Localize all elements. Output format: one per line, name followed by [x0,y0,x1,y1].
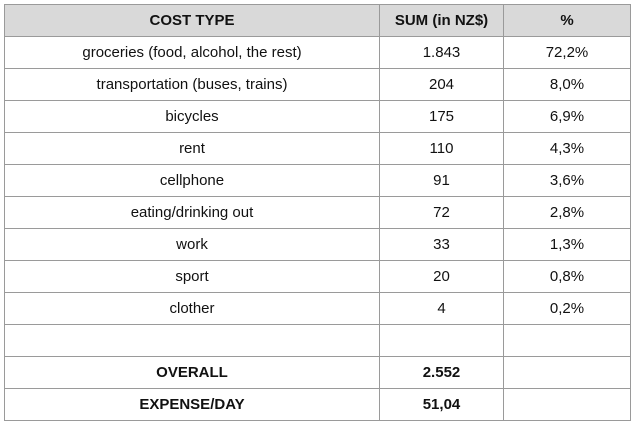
percent-cell: 0,2% [504,293,631,325]
cost-type-cell: sport [5,261,380,293]
empty-cell [504,325,631,357]
percent-cell: 0,8% [504,261,631,293]
header-row [5,5,631,37]
table-row [5,165,631,197]
cost-type-cell: bicycles [5,101,380,133]
empty-cell [380,325,504,357]
expense-per-day-sum: 51,04 [380,389,504,421]
overall-percent [504,357,631,389]
expense-per-day-row [5,389,631,421]
sum-cell: 4 [380,293,504,325]
table-row [5,37,631,69]
table-row [5,229,631,261]
percent-cell: 4,3% [504,133,631,165]
percent-cell: 6,9% [504,101,631,133]
cost-type-cell: clother [5,293,380,325]
sum-cell: 204 [380,69,504,101]
table-row [5,69,631,101]
header-cost-type: COST TYPE [5,5,380,37]
header-percent: % [504,5,631,37]
cost-type-cell: work [5,229,380,261]
table-row [5,133,631,165]
sum-cell: 1.843 [380,37,504,69]
expense-per-day-label: EXPENSE/DAY [5,389,380,421]
sum-cell: 91 [380,165,504,197]
header-sum: SUM (in NZ$) [380,5,504,37]
sum-cell: 110 [380,133,504,165]
sum-cell: 72 [380,197,504,229]
table-row [5,197,631,229]
overall-label: OVERALL [5,357,380,389]
sum-cell: 20 [380,261,504,293]
overall-sum: 2.552 [380,357,504,389]
percent-cell: 8,0% [504,69,631,101]
cost-type-cell: transportation (buses, trains) [5,69,380,101]
cost-type-cell: rent [5,133,380,165]
table-row [5,261,631,293]
percent-cell: 3,6% [504,165,631,197]
empty-row [5,325,631,357]
overall-row [5,357,631,389]
cost-type-cell: cellphone [5,165,380,197]
sum-cell: 175 [380,101,504,133]
percent-cell: 1,3% [504,229,631,261]
expense-table-container [4,4,631,421]
table-row [5,101,631,133]
cost-type-cell: groceries (food, alcohol, the rest) [5,37,380,69]
empty-cell [5,325,380,357]
expense-per-day-percent [504,389,631,421]
cost-type-cell: eating/drinking out [5,197,380,229]
expense-table [4,4,631,421]
percent-cell: 2,8% [504,197,631,229]
percent-cell: 72,2% [504,37,631,69]
table-row [5,293,631,325]
sum-cell: 33 [380,229,504,261]
